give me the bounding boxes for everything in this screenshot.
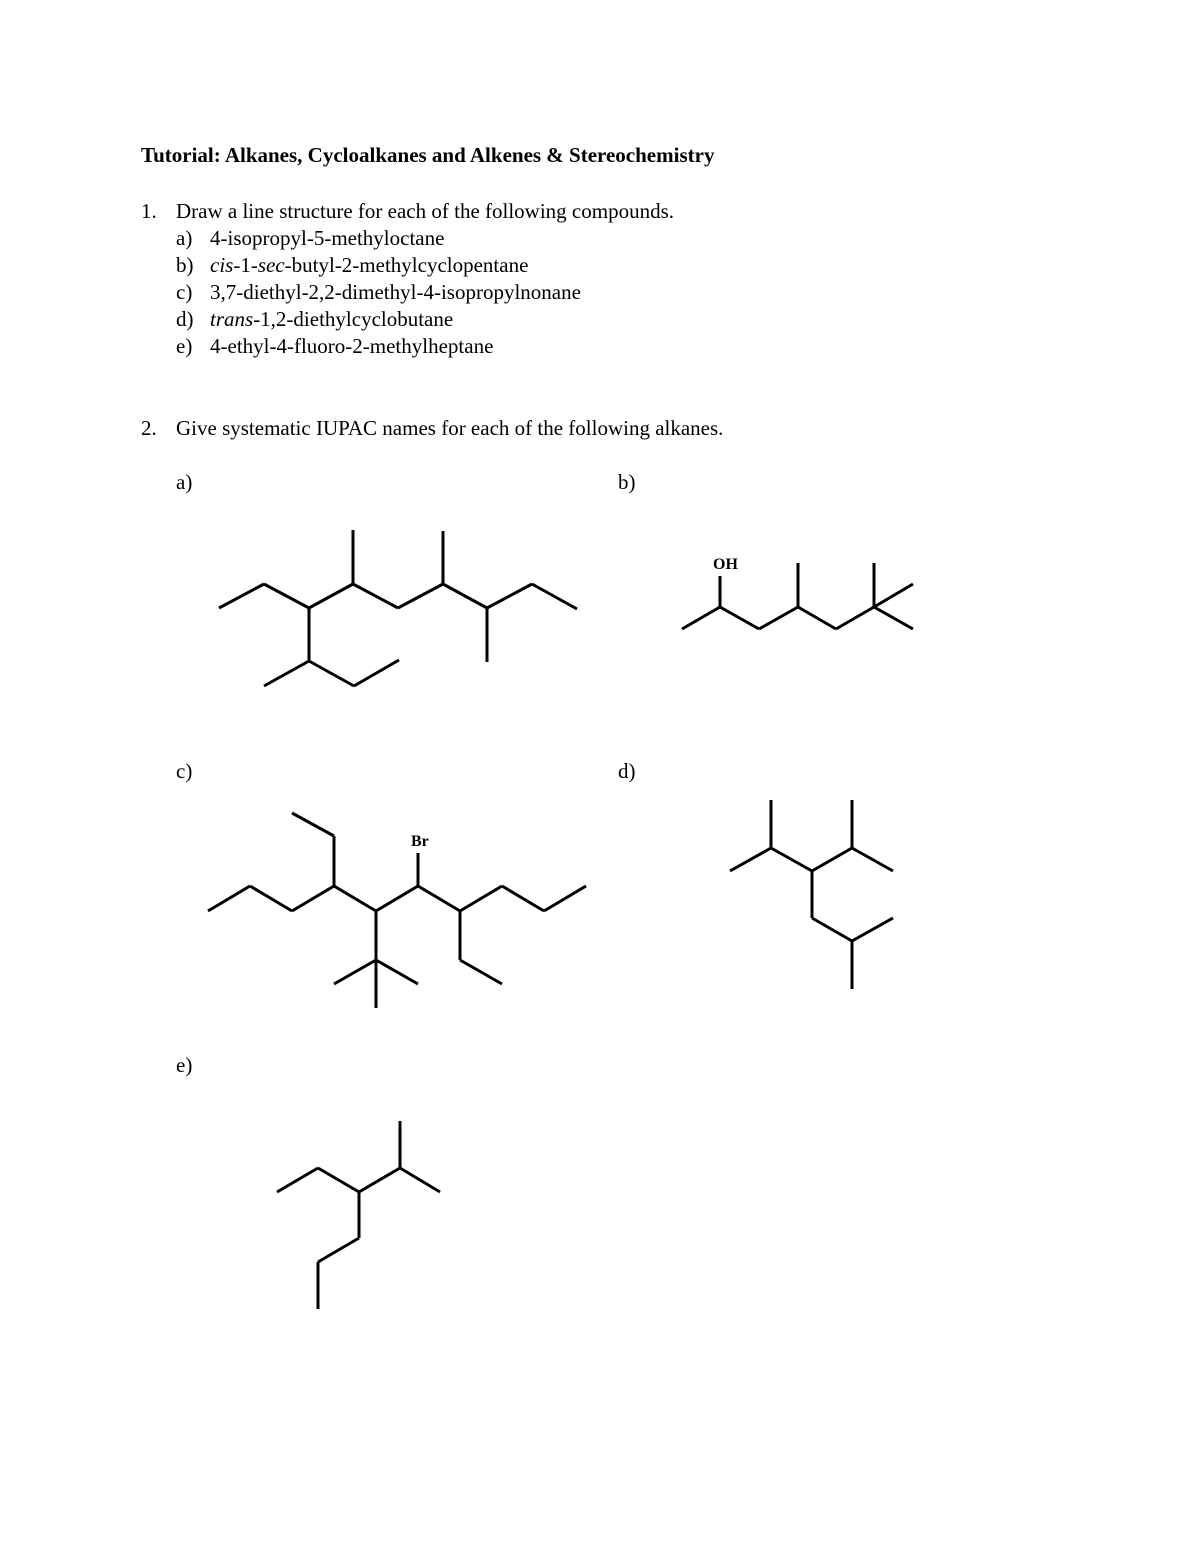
structure-d — [730, 800, 893, 989]
structure-d-label: d) — [618, 759, 636, 783]
q1-item-prefix: trans — [210, 307, 254, 331]
question-2-prompt: Give systematic IUPAC names for each of the following alkanes. — [176, 416, 724, 440]
oh-label: OH — [713, 556, 738, 573]
structure-b — [682, 556, 913, 629]
q1-item-b: b) cis-1-sec-butyl-2-methylcyclopentane — [176, 253, 529, 277]
structure-e-label: e) — [176, 1053, 193, 1077]
q1-item-text: 4-ethyl-4-fluoro-2-methylheptane — [210, 334, 494, 358]
br-label: Br — [411, 833, 429, 850]
q1-item-text: -butyl-2-methylcyclopentane — [284, 253, 529, 277]
q1-item-text: 4-isopropyl-5-methyloctane — [210, 226, 445, 250]
q1-item-text: 3,7-diethyl-2,2-dimethyl-4-isopropylnonane — [210, 280, 581, 304]
q1-item-prefix-2: sec — [257, 253, 285, 277]
q1-item-label: e) — [176, 334, 193, 358]
q1-item-label: c) — [176, 280, 193, 304]
structure-e — [277, 1121, 440, 1309]
q1-item-label: a) — [176, 226, 193, 250]
page-title: Tutorial: Alkanes, Cycloalkanes and Alkenes & Stereochemistry — [141, 143, 715, 167]
structure-c — [208, 813, 586, 1008]
question-1-number: 1. — [141, 199, 157, 223]
q1-item-label: b) — [176, 253, 194, 277]
structure-c-label: c) — [176, 759, 193, 783]
structure-a — [219, 530, 577, 686]
structure-a-label: a) — [176, 470, 193, 494]
q1-item-label: d) — [176, 307, 194, 331]
question-1-prompt: Draw a line structure for each of the following compounds. — [176, 199, 675, 223]
structure-b-label: b) — [618, 470, 636, 494]
q1-item-prefix: cis — [210, 253, 234, 277]
q1-item-text: -1,2-diethylcyclobutane — [253, 307, 454, 331]
question-2-number: 2. — [141, 416, 157, 440]
